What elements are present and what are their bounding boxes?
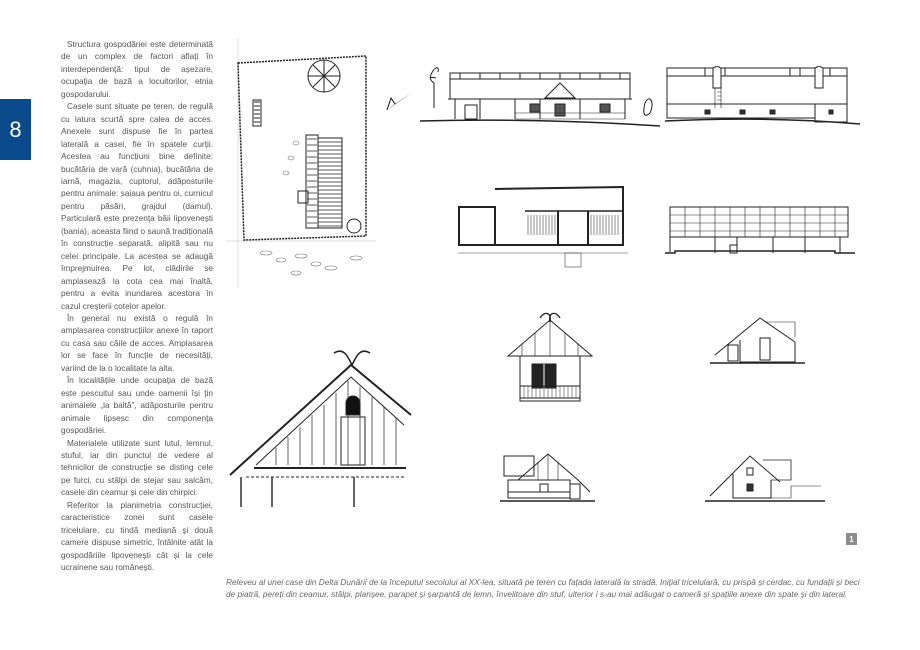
north-arrow-icon bbox=[385, 90, 415, 115]
paragraph: Materialele utilizate sunt lutul, lemnul, stuful, iar din punctul de vedere al tehnicilor de construcție se disting cele pe furci, cu stâlpi de stejar sau salcâm, casele din ceamur și cele din chirpici. bbox=[61, 437, 213, 498]
paragraph: Referitor la planimetria construcției, caracteristice zonei sunt casele tricelulare, cu tindă mediană și două camere dispuse simetric, întâlnite atât la gospodăriile lipovenești cât și la cele ucrainene sau românești. bbox=[61, 499, 213, 573]
longitudinal-section-drawing bbox=[665, 203, 860, 263]
front-elevation-drawing bbox=[420, 58, 660, 128]
paragraph: În general nu există o regulă în amplasarea construcțiilor anexe în raport cu casa sau căile de acces. Amplasarea lor se face în funcție de necesități, variind de la o localitate la alta. bbox=[61, 312, 213, 373]
page-number-tab bbox=[0, 99, 31, 160]
side-elevation-porch-drawing bbox=[500, 446, 595, 506]
paragraph: Casele sunt situate pe teren, de regulă cu latura scurtă spre calea de acces. Anexele sunt dispuse fie în partea laterală a casei, fie în spatele curții. Acestea au funcțiuni bine definite: bucătăria de vară (cuhnia), bucătăria de iarnă, magazia, cuptorul, adăposturile pentru animale: saiaua pentru oi, curnicul pentru păsări, grajdul (damul). Particulară este prezența băii lipovenești (bania), aceasta fiind o saună tradițională în construcție separată, alipită sau nu celei principale. La acestea se adaugă împrejmuirea. Pe lot, clădirile se amplasează la cota cea mai înaltă, pentru a evita inundarea acestora în cazul creșterii cotelor apelor. bbox=[61, 101, 213, 311]
paragraph: Structura gospodăriei este determinată de un complex de factori aflați în interdependență: tipul de așezare, ocupația de bază a locuitorilor, etnia gospodarului. bbox=[61, 39, 213, 99]
figure-caption: Releveu al unei case din Delta Dunării de la începutul secolului al XX-lea, situată pe teren cu fațada laterală la stradă. Inițial tricelulară, cu prispă și cerdac, cu fundații și beci de piatră, pereți din ceamur, stâlpi, planșee, parapet și șarpantă de lemn, învelitoare din stuf, ulterior i s-au mai adăugat o cameră și spațiile anexe din spate și din lateral. bbox=[226, 577, 860, 600]
page-number: 8 bbox=[9, 116, 22, 142]
rear-elevation-drawing bbox=[665, 66, 860, 126]
paragraph: În localitățile unde ocupația de bază este pescuitul sau unde oamenii își țin animalele „la baltă”, adăposturile pentru animale lipsesc din componența gospodăriei. bbox=[61, 375, 213, 436]
figure-number: 1 bbox=[849, 534, 854, 544]
side-elevation-drawing bbox=[710, 310, 805, 368]
figure-number-badge bbox=[846, 533, 857, 545]
site-plan-drawing bbox=[226, 38, 376, 288]
side-elevation-rear-drawing bbox=[705, 446, 825, 508]
porch-gable-drawing bbox=[500, 308, 600, 408]
floor-plan-drawing bbox=[453, 183, 648, 268]
body-text bbox=[61, 38, 213, 573]
gable-detail-drawing bbox=[226, 345, 416, 510]
